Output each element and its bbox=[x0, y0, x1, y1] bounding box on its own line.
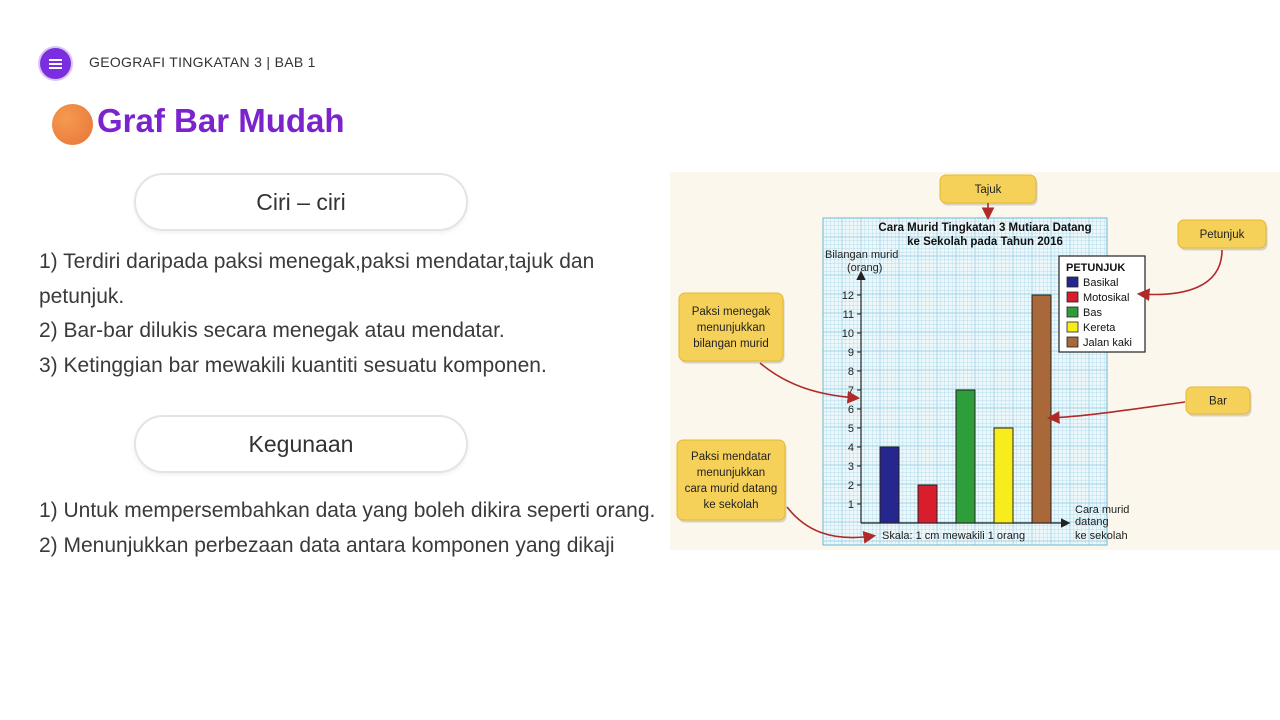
legend-entry: Bas bbox=[1083, 307, 1102, 319]
callout-paksi-mendatar-text: ke sekolah bbox=[703, 499, 759, 511]
y-tick-label: 11 bbox=[842, 309, 854, 321]
callout-paksi-menegak-text: Paksi menegak bbox=[691, 306, 771, 318]
ciri-line: 3) Ketinggian bar mewakili kuantiti sesuatu komponen. bbox=[39, 353, 547, 377]
legend-entry: Kereta bbox=[1083, 322, 1116, 334]
y-tick-label: 5 bbox=[847, 423, 854, 435]
legend-swatch bbox=[1067, 322, 1078, 332]
y-tick-label: 9 bbox=[847, 347, 854, 359]
bar-jalan-kaki bbox=[1032, 295, 1051, 523]
callout-petunjuk-text: Petunjuk bbox=[1199, 229, 1245, 241]
legend-title: PETUNJUK bbox=[1066, 262, 1126, 274]
y-tick-label: 2 bbox=[847, 480, 854, 492]
y-tick-label: 6 bbox=[847, 404, 854, 416]
chart-title: ke Sekolah pada Tahun 2016 bbox=[907, 236, 1063, 248]
bar-chart-svg bbox=[670, 172, 1280, 550]
legend-swatch bbox=[1067, 292, 1078, 302]
legend-entry: Jalan kaki bbox=[1083, 337, 1132, 349]
arrow-petunjuk bbox=[1140, 250, 1222, 294]
page-title: Graf Bar Mudah bbox=[97, 102, 345, 139]
ciri-heading-pill bbox=[134, 173, 468, 231]
legend-swatch bbox=[1067, 337, 1078, 347]
ciri-line: 2) Bar-bar dilukis secara menegak atau mendatar. bbox=[39, 319, 505, 342]
bar-chart-figure bbox=[670, 172, 1280, 550]
y-tick-label: 1 bbox=[847, 499, 854, 511]
menu-button[interactable] bbox=[40, 48, 71, 79]
x-axis-label: Cara murid bbox=[1075, 504, 1130, 516]
y-tick-label: 8 bbox=[847, 366, 854, 378]
callout-paksi-mendatar-text: cara murid datang bbox=[684, 483, 778, 495]
bar-kereta bbox=[994, 428, 1013, 523]
callout-tajuk-text: Tajuk bbox=[974, 184, 1002, 196]
ciri-list bbox=[39, 245, 649, 383]
ciri-line: 1) Terdiri daripada paksi menegak,paksi mendatar,tajuk dan petunjuk. bbox=[39, 250, 595, 308]
x-axis-label: ke sekolah bbox=[1075, 530, 1128, 542]
kegunaan-heading-pill bbox=[134, 415, 468, 473]
y-tick-label: 10 bbox=[841, 328, 854, 340]
callout-bar-text: Bar bbox=[1209, 395, 1227, 408]
y-tick-label: 4 bbox=[847, 442, 854, 454]
bar-bas bbox=[956, 390, 975, 523]
title-bullet-icon bbox=[52, 104, 93, 145]
callout-paksi-menegak-text: bilangan murid bbox=[693, 338, 769, 350]
kegunaan-heading: Kegunaan bbox=[248, 430, 354, 457]
hamburger-icon bbox=[49, 63, 62, 65]
y-tick-label: 12 bbox=[841, 290, 854, 302]
y-axis-label: (orang) bbox=[847, 262, 883, 274]
y-tick-label: 3 bbox=[847, 461, 854, 473]
chart-title: Cara Murid Tingkatan 3 Mutiara Datang bbox=[878, 222, 1092, 234]
kegunaan-list bbox=[39, 494, 679, 563]
callout-paksi-mendatar-text: menunjukkan bbox=[696, 467, 766, 479]
legend-entry: Motosikal bbox=[1083, 292, 1130, 304]
course-label: GEOGRAFI TINGKATAN 3 | BAB 1 bbox=[89, 54, 316, 70]
y-tick-label: 7 bbox=[847, 385, 854, 397]
legend-swatch bbox=[1067, 277, 1078, 287]
callout-paksi-mendatar-text: Paksi mendatar bbox=[691, 451, 771, 463]
scale-note: Skala: 1 cm mewakili 1 orang bbox=[882, 530, 1026, 542]
legend-entry: Basikal bbox=[1083, 277, 1119, 289]
ciri-heading: Ciri – ciri bbox=[256, 188, 346, 215]
kegunaan-line: 1) Untuk mempersembahkan data yang boleh dikira seperti orang. bbox=[39, 499, 656, 522]
bar-basikal bbox=[880, 447, 899, 523]
kegunaan-line: 2) Menunjukkan perbezaan data antara komponen yang dikaji bbox=[39, 533, 615, 557]
callout-paksi-menegak-text: menunjukkan bbox=[696, 322, 766, 334]
y-axis-label: Bilangan murid bbox=[825, 249, 899, 261]
bar-motosikal bbox=[918, 485, 937, 523]
legend-swatch bbox=[1067, 307, 1078, 317]
x-axis-label: datang bbox=[1075, 516, 1109, 528]
